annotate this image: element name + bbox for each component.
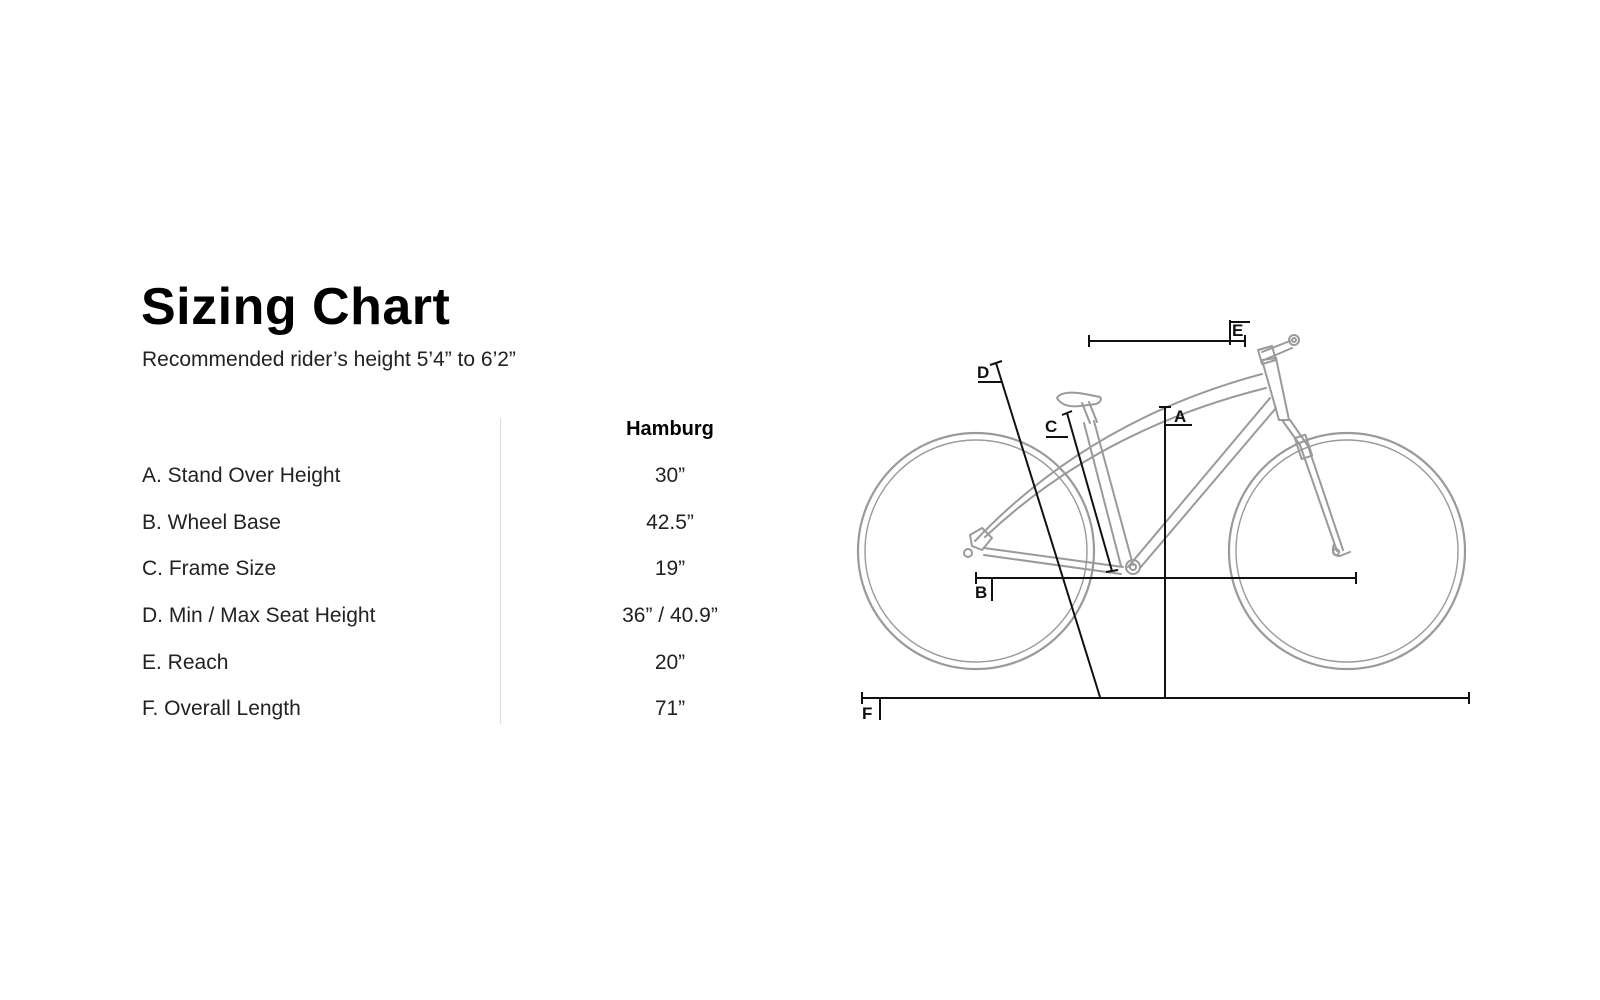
row-value-wheel-base: 42.5” (646, 511, 694, 534)
row-label-overall-length: F. Overall Length (142, 697, 301, 720)
row-label-stand-over-height: A. Stand Over Height (142, 464, 341, 487)
row-label-reach: E. Reach (142, 651, 229, 674)
page-title: Sizing Chart (141, 278, 451, 336)
marker-f: F (862, 704, 873, 723)
front-wheel (1229, 433, 1465, 669)
row-value-seat-height: 36” / 40.9” (622, 604, 718, 627)
row-label-frame-size: C. Frame Size (142, 557, 277, 580)
page-subtitle: Recommended rider’s height 5’4” to 6’2” (142, 348, 516, 371)
model-column-header: Hamburg (626, 418, 714, 440)
marker-d: D (977, 363, 990, 382)
marker-b: B (975, 583, 988, 602)
row-label-seat-height: D. Min / Max Seat Height (142, 604, 376, 627)
row-value-frame-size: 19” (654, 557, 686, 580)
row-value-reach: 20” (654, 651, 686, 674)
marker-a: A (1174, 407, 1187, 426)
row-label-wheel-base: B. Wheel Base (142, 511, 281, 534)
marker-e: E (1232, 321, 1244, 340)
row-value-stand-over-height: 30” (654, 464, 686, 487)
row-value-overall-length: 71” (654, 697, 686, 720)
marker-c: C (1045, 417, 1058, 436)
